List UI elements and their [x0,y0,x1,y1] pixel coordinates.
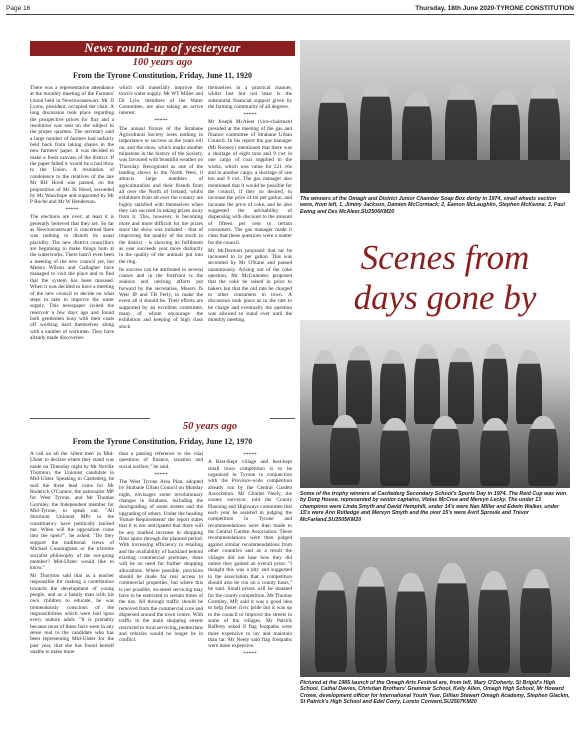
photo-figure [430,416,460,486]
photo-figure [318,88,348,168]
photo-figure [380,350,406,424]
photo-sports-day [300,320,570,488]
photo-figure [478,571,510,673]
article-paragraph: The elections are over; at least it is generally believed that they are. So far as Newtownstewart is concerned there was nothing to disturb its usual placidity. The new district councillors are beginning to make things hum at the waterworks. There hasn't even been a meeting of the new council yet, but Messrs Wilson and Gallagher have managed to visit the place and to find that the system has been misused. When it was decided to have a meeting of the new council to decide on what steps to take to improve the water supply. This newspaper visited the reservoir a few days ago and found both gentlemen busy with their coats off working hard themselves along with a number of workmen. They have already made discoveries [30,214,114,341]
photo-figure [480,418,510,486]
photo-figure [312,350,338,425]
photo-figure [414,344,440,424]
photo-figure [346,346,372,424]
photo-arts-festival [300,537,570,677]
date-line: Thursday, 18th June 2020-TYRONE CONSTITUTION [415,5,574,12]
article-100-col2 [119,85,203,415]
article-paragraph: Mr Joseph McAleer (vice-chairman) presided at the meeting of the gas and finance committee of Strabane Urban Council. In his report the gas manager (Mr Rooney) mentioned that there was a shortage of eight tons and 9 cwt in one cargo of coal supplied to the works, which was value for £21 16s and in another cargo, a shortage of one ton and 9 cwt. The gas manager also mentioned that it would be possible for the council, if they so desired, to increase the price of tar per gallon, and increase the price of coke, and he also suggested the advisability of dispensing with discount to the amount of fifteen per cent to certain consumers. The gas manager made it clear that these questions were a matter for the council. [208,119,292,246]
section-separator: ***** [243,651,257,658]
article-paragraph: A call on all the 'silent men' in Mid-Ulster to declare where they stand was made on Thursday night by Mr Neville Thornton, the Unionist candidate in Mid-Ulster. Speaking in Castlederg, he said the three lead coms for Mr Roderick O'Connor, the nationalist MP for West Tyrone, and Mr Thomas Gormley, the Independent member for Mid-Tyrone, to speak out. "All Stormont Unionist MPs in the constituency have publically backed me. When will the opposition come into the open?", he asked. "Do they support the traditional views of Michael Cunningham or the extreme socialist philosophy of the out-going member? Mid-Ulster would like to know." [30,451,114,572]
photo-figure [516,350,542,424]
section-separator: ***** [243,111,257,118]
section-banner: News round-up of yesteryear [30,41,295,56]
caption-photo2: Some of the trophy winners at Castlederg Secondary School's Sports Day in 1974. The Reid Cup was won by Dorg House, represented by senior captains, Violas McCrea and Mervyn Lecky. The under 13 champions were Linda Smyth and David Hemphill, under 14's were Nan Millar and Edwin Walker, under 15's were Ann Rutledge and Mervyn Smyth and the over 15's were Avril Sproule and Trevor McFarland.SU2505KM20 [300,491,567,523]
photo-figure [528,82,560,172]
article-paragraph: There was a representative attendance at the monthly meeting of the Farmers' Union held in Newtownstewart. Mr JJ Lyons, president, occupied the chair. A long discussion took place regarding the prospective prices for flax and a resolution was sent on the subject to the proper quarters. The secretary said a large number of farmers had unfairly held back from taking shares in the new farmers' paper. It was decided to make a fresh canvass of the district. If the paper failed it would be a bad blow to the Union. A resolution of condolence to the relatives of the late Mr RH Hood was passed, on the proposition of Mr JS Hood, seconded by Mr Wauchope and supported by Mr P Roche and Mr W Henderson. [30,85,114,206]
article-100-col1 [30,85,114,415]
photo-figure [528,416,558,486]
photo-figure [490,90,520,170]
photo-figure [360,80,392,170]
photo-figure [330,415,360,485]
years-100-label: 100 years ago [132,57,193,68]
headline-100: From the Tyrone Constitution, Friday, June 11, 1920 [73,71,252,80]
page-header [6,2,574,15]
divider-left [30,418,150,419]
photo-figure [355,567,387,673]
article-paragraph: Mr McDermott proposed that tar be increased to 1s per gallon. This was seconded by Mr O'Kane and passed unanimously. Arising out of the coke question, Mr McGuinness proposed that the coke be raised in price to bakers but that the old rate be charged to other consumers in town. A discussion took place as to the rate to be charge and eventually the question was allowed to stand over until the monthly meeting. [208,247,292,324]
photo-figure [380,418,410,486]
section-separator: ***** [65,207,79,214]
section-separator: ***** [243,452,257,458]
page-number: Page 16 [6,5,31,12]
article-paragraph: Its success can be attributed to several causes and in the forefront is the zealous and untiring efforts put forward by the secretaries, Messrs JS Weir JP and TB Ferly, to make the event all it should be. Their efforts are supported by an excellent committee, many of whom encourage the exhibition and keeping of high class stock [119,266,203,330]
scenes-title: Scenes from days gone by [353,238,537,317]
article-paragraph: Mr Thornton said that as a teacher responsible for making a contribution towards the development of young people, and as a family man with his own children to educate, he was tremendously conscious of the responsibilities which were laid upon every mature adult. "It is probably because most of these facts were in any sense real to the candidate who has been representing Mid-Ulster for the past year, that she has found herself unable to make more [30,573,114,656]
article-paragraph: themselves in a practical manner, whilst last but not least is the substantial financial support given by the farming community of all degrees. [208,85,292,111]
years-50-label: 50 years ago [182,421,238,432]
article-paragraph: than a passing reference to the vital questions of finance, taxation and social welfare," he said. [119,451,203,470]
caption-photo3: Pictured at the 1985 launch of the Omagh Arts Festival are, from left, Mary O'Doherty, St Brigid's High School, Cathal Davies, Christian Brothers' Grammar School, Kelly Allen, Omagh High School, Mr Howard Crowe, development officer for International Youth Year, Gillian Stewart Omagh Academy, Stephen Glackin, St Patrick's High School and Edel Corry, Loreto Convent.SU2507KM20 [300,680,570,706]
photo-figure [402,92,432,170]
headline-50: From the Tyrone Constitution, Friday, June 12, 1970 [72,437,253,446]
divider-right [270,418,295,419]
section-separator: ***** [154,471,168,478]
article-paragraph: The West Tyrone Area Plan, adopted by Strabane Urban Council on Monday night, envisages some revolutionary changes in Strabane, including the downgrading of some streets and the upgrading of others. Under the heading 'Future Requirements' the report states that it is not anticipated that there will be any marked increase in shopping floor space through the planned period. With increasing efficiency in retailing and the availability of backland behind existing commercial premises, there will be no need for further shopping allocations. Where possible, provision should be made for rear access to commercial properties, but where this is not possible, on-street servicing may have to be restricted to certain times of the day. All through traffic should be removed from the commercial core and dispersed around the town centre. With traffic in the main shopping streets restricted to local servicing, pedestrians and vehicles would no longer be in conflict. [119,478,203,644]
article-paragraph: A Best-Kept village and best-kept small town competition is to be organised in Tyrone in conjunction with the Province-wide competition already run by the Central Garden Association. Mr Charles Neely, the county surveyor, told the County Planning and Highways committee that each year he assisted in judging the competition in Tyrone and recommendations were then made to the Central Garden Association. These recommendations were then judged against similar recommendations from other countries and as a result the villages did not hear how they did unless they gained an overall prize. "I thought this was a pity and suggested to the association that a competition should also be run on a county basis," he said. Small prizes will be donated for the county competition. Mr Thomas Gormley, MP, said it was a good idea to help foster civic pride but it was up to the council to improve the streets in some of the villages. Mr Patrick Rafferty asked if flag footpaths were more expensive to lay and maintain than tar. Mr Neely said flag footpaths were more expensive. [208,459,292,650]
article-paragraph: The annual fixture of the Strabane Agricultural Society loses nothing in importance or success as the years roll on, and the show, which marks another milestone in the history of the Society, was favoured with beautiful weather on Thursday. Recognised as one of the leading shows in the North West, it attracts large numbers of agriculturalists and their friends from all over the North of Ireland, whilst exhibitors from all over the country are highly satisfied with themselves when they can succeed in taking prizes away from it. This, however, is becoming more and more difficult for the prizes since the show was initiated - that of improving the quality of the stock in the district - is showing its fulfilment as year succeeds year more distinctly in the quality of the animals put into the ring. [119,125,203,265]
article-100-col3 [208,85,292,415]
photo-figure [445,84,477,170]
photo-figure [520,569,552,673]
photo-figure [435,563,469,673]
photo-figure [395,573,427,673]
photo-figure [482,344,508,424]
article-paragraph: which will materially improve the town's water supply. Mr WT Miller and Dr Lyle, members of the Water Committee, are also taking an active interest. [119,85,203,117]
photo-ground [300,160,570,193]
article-50-col3 [208,451,292,734]
section-separator: ***** [154,118,168,125]
article-50-col2 [119,451,203,734]
photo-soap-box-derby [300,40,570,193]
article-50-col1 [30,451,114,734]
caption-photo1: The winners of the Omagh and District Junior Chamber Soap Box derby in 1974, small wheels section were, from left, 1, Jimmy Jackson, Damien McCormack; 2, Eamon McLaughlin, Stephen McKenna; 3, Paul Ewing and Des McAleer.SU2506KM20 [300,196,565,215]
photo-figure [315,572,347,672]
photo-figure [448,348,474,424]
